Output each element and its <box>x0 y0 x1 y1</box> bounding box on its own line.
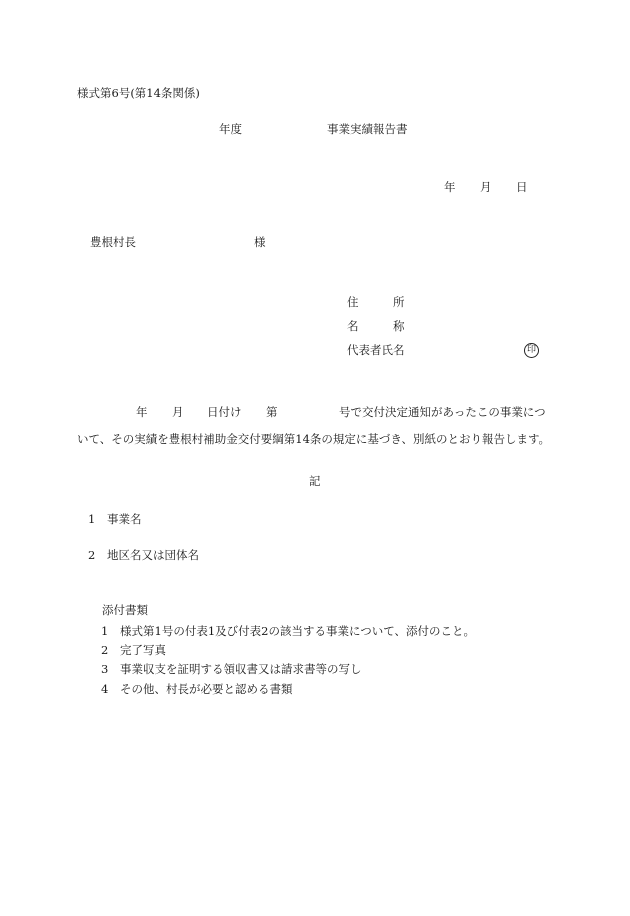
attachment-1-text: 様式第1号の付表1及び付表2の該当する事業について、添付のこと。 <box>120 624 475 638</box>
item-2-number: 2 <box>88 548 96 562</box>
ref-year: 年 <box>136 405 148 419</box>
item-1-number: 1 <box>88 512 96 526</box>
item-2-label: 地区名又は団体名 <box>107 548 199 562</box>
ref-month: 月 <box>172 405 184 419</box>
attachment-4-text: その他、村長が必要と認める書類 <box>120 682 293 696</box>
body-line-2: いて、その実績を豊根村補助金交付要綱第14条の規定に基づき、別紙のとおり報告します。 <box>77 432 551 446</box>
addressee-honorific: 様 <box>254 235 266 249</box>
date-year: 年 <box>444 180 456 194</box>
date-month: 月 <box>480 180 492 194</box>
ref-number-prefix: 第 <box>266 405 278 419</box>
fiscal-year-label: 年度 <box>219 122 242 136</box>
attachments-heading: 添付書類 <box>102 603 148 617</box>
attachment-2-text: 完了写真 <box>120 643 166 657</box>
document-title: 事業実績報告書 <box>327 122 408 136</box>
date-day: 日 <box>516 180 528 194</box>
name-label: 名 称 <box>347 319 405 333</box>
form-number: 様式第6号(第14条関係) <box>77 86 200 100</box>
body-line-1: 号で交付決定通知があったこの事業につ <box>339 405 546 419</box>
addressee-name: 豊根村長 <box>90 235 136 249</box>
attachment-3-text: 事業収支を証明する領収書又は請求書等の写し <box>120 662 362 676</box>
attachment-1-number: 1 <box>101 624 109 638</box>
attachment-4-number: 4 <box>101 682 109 696</box>
attachment-2-number: 2 <box>101 643 109 657</box>
item-1-label: 事業名 <box>107 512 142 526</box>
address-label: 住 所 <box>347 295 405 309</box>
seal-mark: 印 <box>524 343 539 358</box>
ref-day: 日付け <box>207 405 242 419</box>
representative-label: 代表者氏名 <box>347 343 405 357</box>
record-heading: 記 <box>309 474 321 488</box>
attachment-3-number: 3 <box>101 662 109 676</box>
